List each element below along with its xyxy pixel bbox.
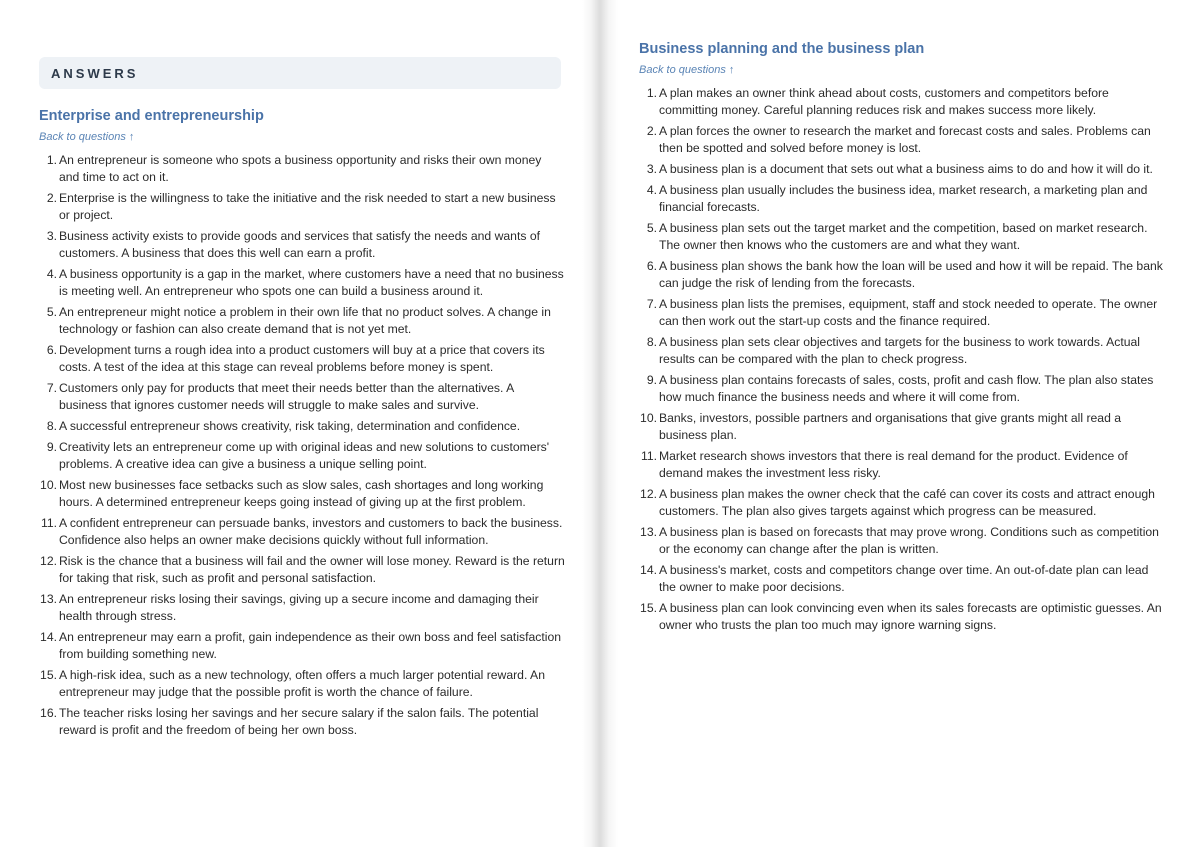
answer-number: 12. xyxy=(40,554,57,568)
answer-item xyxy=(639,296,1164,330)
answer-text: Risk is the chance that a business will fail and the owner will lose money. Reward is the return for taking that risk, such as profit and personal satisfaction. xyxy=(59,554,565,585)
answer-text: Banks, investors, possible partners and organisations that give grants might all read a business plan. xyxy=(659,411,1122,442)
answer-number: 8. xyxy=(46,419,57,433)
left-page xyxy=(0,0,594,847)
answer-item xyxy=(639,524,1164,558)
answer-item xyxy=(39,418,565,435)
answer-number: 3. xyxy=(46,229,57,243)
answer-text: A high-risk idea, such as a new technology, often offers a much larger potential reward. An entrepreneur may judge that the possible profit is worth the chance of failure. xyxy=(59,668,545,699)
answer-number: 1. xyxy=(646,86,657,100)
answer-number: 14. xyxy=(40,630,57,644)
answer-item xyxy=(639,85,1164,119)
section-title-business-planning: Business planning and the business plan xyxy=(639,41,925,57)
answer-text: A successful entrepreneur shows creativity, risk taking, determination and confidence. xyxy=(59,419,521,433)
answer-text: An entrepreneur might notice a problem in their own life that no product solves. A change in technology or fashion can also create demand that is not yet met. xyxy=(59,305,551,336)
answer-item xyxy=(39,152,565,186)
answer-number: 8. xyxy=(646,335,657,349)
answer-text: Most new businesses face setbacks such as slow sales, cash shortages and long working hours. A determined entrepreneur keeps going instead of giving up at the first problem. xyxy=(59,478,544,509)
answer-text: A business plan makes the owner check that the café can cover its costs and attract enough customers. The plan also gives targets against which progress can be measured. xyxy=(659,487,1155,518)
answer-item xyxy=(639,220,1164,254)
answer-number: 10. xyxy=(40,478,57,492)
answer-item xyxy=(639,182,1164,216)
answer-list-enterprise xyxy=(39,152,565,743)
answer-item xyxy=(39,304,565,338)
answer-number: 1. xyxy=(46,153,57,167)
answer-text: A business plan contains forecasts of sales, costs, profit and cash flow. The plan also states how much finance the business needs and where it will come from. xyxy=(659,373,1154,404)
answer-item xyxy=(639,372,1164,406)
answer-text: A business plan lists the premises, equipment, staff and stock needed to operate. The owner can then work out the start-up costs and the finance required. xyxy=(659,297,1158,328)
answer-number: 9. xyxy=(646,373,657,387)
answer-item xyxy=(39,515,565,549)
answer-number: 7. xyxy=(46,381,57,395)
answer-item xyxy=(639,258,1164,292)
answer-item xyxy=(39,667,565,701)
back-to-questions-link[interactable]: Back to questions ↑ xyxy=(639,64,735,76)
answer-number: 11. xyxy=(40,516,57,530)
answer-text: Business activity exists to provide goods and services that satisfy the needs and wants of customers. A business that does this well can earn a profit. xyxy=(59,229,540,260)
answer-text: A business plan sets clear objectives and targets for the business to work towards. Actual results can be compared with the plan to check progress. xyxy=(659,335,1140,366)
answer-item xyxy=(39,266,565,300)
answer-item xyxy=(39,591,565,625)
answer-text: Market research shows investors that there is real demand for the product. Evidence of demand makes the investment less risky. xyxy=(659,449,1128,480)
answer-text: A business opportunity is a gap in the market, where customers have a need that no business is meeting well. An entrepreneur who spots one can build a business around it. xyxy=(59,267,564,298)
answer-text: Development turns a rough idea into a product customers will buy at a price that covers its costs. A test of the idea at this stage can reveal problems before money is spent. xyxy=(59,343,545,374)
answer-number: 2. xyxy=(646,124,657,138)
answer-item xyxy=(639,600,1164,634)
answer-text: A plan forces the owner to research the market and forecast costs and sales. Problems can then be spotted and solved before money is lost. xyxy=(659,124,1151,155)
answer-number: 2. xyxy=(46,191,57,205)
answer-text: Enterprise is the willingness to take the initiative and the risk needed to start a new business or project. xyxy=(59,191,556,222)
answer-text: A business plan can look convincing even when its sales forecasts are optimistic guesses. An owner who trusts the plan too much may ignore warning signs. xyxy=(659,601,1162,632)
answer-item xyxy=(639,334,1164,368)
answer-text: An entrepreneur risks losing their savings, giving up a secure income and damaging their health through stress. xyxy=(59,592,539,623)
answer-number: 4. xyxy=(646,183,657,197)
answer-text: A business plan is based on forecasts that may prove wrong. Conditions such as competition or the economy can change after the plan is written. xyxy=(659,525,1159,556)
answer-list-business-planning xyxy=(639,85,1164,638)
answer-item xyxy=(639,161,1164,178)
page-gutter-shadow xyxy=(582,0,618,847)
answer-item xyxy=(39,342,565,376)
answer-number: 9. xyxy=(46,440,57,454)
answer-text: A plan makes an owner think ahead about costs, customers and competitors before committing money. Careful planning reduces risk and makes success more likely. xyxy=(659,86,1109,117)
answer-item xyxy=(639,410,1164,444)
answer-number: 5. xyxy=(46,305,57,319)
answers-header: ANSWERS xyxy=(51,66,139,81)
answer-item xyxy=(39,629,565,663)
answer-number: 3. xyxy=(646,162,657,176)
answer-item xyxy=(639,562,1164,596)
answer-text: Customers only pay for products that meet their needs better than the alternatives. A business that ignores customer needs will struggle to make sales and survive. xyxy=(59,381,514,412)
answer-text: The teacher risks losing her savings and her secure salary if the salon fails. The potential reward is profit and the freedom of being her own boss. xyxy=(59,706,539,737)
answer-number: 7. xyxy=(646,297,657,311)
answer-number: 13. xyxy=(40,592,57,606)
answer-number: 10. xyxy=(640,411,657,425)
answer-text: An entrepreneur is someone who spots a business opportunity and risks their own money and time to act on it. xyxy=(59,153,542,184)
answer-text: A business plan sets out the target market and the competition, based on market research. The owner then knows who the customers are and what they want. xyxy=(659,221,1148,252)
answer-text: A business's market, costs and competitors change over time. An out-of-date plan can lead the owner to make poor decisions. xyxy=(659,563,1149,594)
answer-number: 6. xyxy=(46,343,57,357)
answer-number: 5. xyxy=(646,221,657,235)
answer-item xyxy=(39,190,565,224)
section-title-enterprise: Enterprise and entrepreneurship xyxy=(39,108,264,124)
answer-number: 15. xyxy=(640,601,657,615)
answer-text: Creativity lets an entrepreneur come up with original ideas and new solutions to customers' problems. A creative idea can give a business a unique selling point. xyxy=(59,440,550,471)
answer-number: 6. xyxy=(646,259,657,273)
answer-item xyxy=(39,553,565,587)
answer-item xyxy=(39,477,565,511)
answer-item xyxy=(639,123,1164,157)
answer-text: A business plan usually includes the business idea, market research, a marketing plan and financial forecasts. xyxy=(659,183,1148,214)
right-page xyxy=(606,0,1200,847)
answers-header-bar xyxy=(39,57,561,89)
answer-item xyxy=(39,380,565,414)
answer-item xyxy=(39,228,565,262)
answer-number: 14. xyxy=(640,563,657,577)
answer-item xyxy=(39,705,565,739)
answer-number: 12. xyxy=(640,487,657,501)
answer-number: 11. xyxy=(640,449,657,463)
answer-text: An entrepreneur may earn a profit, gain independence as their own boss and feel satisfaction from building something new. xyxy=(59,630,562,661)
answer-text: A business plan shows the bank how the loan will be used and how it will be repaid. The bank can judge the risk of lending from the forecasts. xyxy=(659,259,1163,290)
answer-number: 4. xyxy=(46,267,57,281)
answer-item xyxy=(39,439,565,473)
answer-number: 15. xyxy=(40,668,57,682)
answer-item xyxy=(639,486,1164,520)
answer-text: A business plan is a document that sets out what a business aims to do and how it will do it. xyxy=(659,162,1153,176)
answer-text: A confident entrepreneur can persuade banks, investors and customers to back the business. Confidence also helps an owner make decisions quickly without full information. xyxy=(59,516,563,547)
back-to-questions-link[interactable]: Back to questions ↑ xyxy=(39,131,135,143)
answer-number: 16. xyxy=(40,706,57,720)
answer-item xyxy=(639,448,1164,482)
answer-number: 13. xyxy=(640,525,657,539)
